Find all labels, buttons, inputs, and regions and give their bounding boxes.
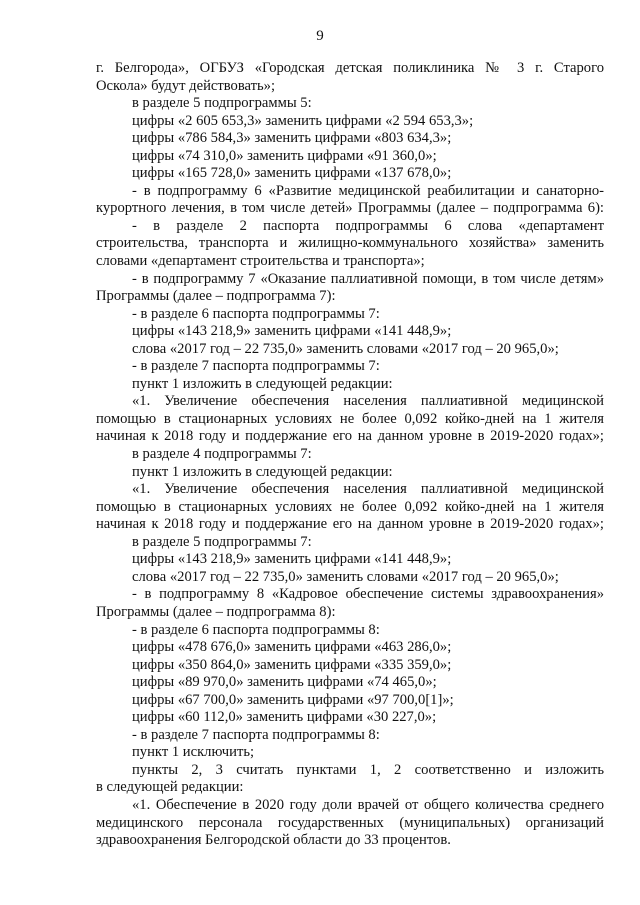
text-line: цифры «786 584,3» заменить цифрами «803 634,3»; <box>132 130 452 147</box>
page-number: 9 <box>316 28 324 44</box>
text-line: цифры «89 970,0» заменить цифрами «74 465,0»; <box>132 674 437 691</box>
text-line: - в разделе 6 паспорта подпрограммы 7: <box>132 305 380 322</box>
text-line: пункт 1 изложить в следующей редакции: <box>132 375 393 392</box>
text-line: словами «департамент строительства и транспорта»; <box>96 253 425 270</box>
text-line: Оскола» будут действовать»; <box>96 77 276 94</box>
text-line: Программы (далее – подпрограмма 8): <box>96 603 336 620</box>
text-line: в разделе 5 подпрограммы 7: <box>132 533 312 550</box>
text-line: здравоохранения Белгородской области до 33 процентов. <box>96 832 451 849</box>
text-line: слова «2017 год – 22 735,0» заменить словами «2017 год – 20 965,0»; <box>132 340 559 357</box>
text-line: - в подпрограмму 6 «Развитие медицинской реабилитации и санаторно- <box>132 182 604 199</box>
text-line: Программы (далее – подпрограмма 7): <box>96 288 336 305</box>
text-line: начиная к 2018 году и поддержание его на данном уровне в 2019-2020 годах»; <box>96 516 604 533</box>
text-line: в следующей редакции: <box>96 779 244 796</box>
text-line: - в разделе 2 паспорта подпрограммы 6 слова «департамент <box>132 217 604 234</box>
text-line: цифры «60 112,0» заменить цифрами «30 227,0»; <box>132 709 437 726</box>
text-line: - в разделе 7 паспорта подпрограммы 7: <box>132 358 380 375</box>
text-line: медицинского персонала государственных (муниципальных) организаций <box>96 814 604 831</box>
text-line: - в разделе 7 паспорта подпрограммы 8: <box>132 726 380 743</box>
text-line: цифры «478 676,0» заменить цифрами «463 286,0»; <box>132 639 452 656</box>
text-line: цифры «74 310,0» заменить цифрами «91 360,0»; <box>132 147 437 164</box>
text-line: пункт 1 исключить; <box>132 744 255 761</box>
text-line: строительства, транспорта и жилищно-коммунального хозяйства» заменить <box>96 235 604 252</box>
text-line: курортного лечения, в том числе детей» Программы (далее – подпрограмма 6): <box>96 200 604 217</box>
text-line: «1. Увеличение обеспечения населения паллиативной медицинской <box>132 393 604 410</box>
text-line: цифры «143 218,9» заменить цифрами «141 448,9»; <box>132 323 452 340</box>
text-line: - в подпрограмму 7 «Оказание паллиативной помощи, в том числе детям» <box>132 270 604 287</box>
text-line: слова «2017 год – 22 735,0» заменить словами «2017 год – 20 965,0»; <box>132 568 559 585</box>
text-line: помощью в стационарных условиях не более 0,092 койко-дней на 1 жителя <box>96 498 604 515</box>
text-line: цифры «143 218,9» заменить цифрами «141 448,9»; <box>132 551 452 568</box>
text-line: в разделе 5 подпрограммы 5: <box>132 95 312 112</box>
text-line: цифры «2 605 653,3» заменить цифрами «2 594 653,3»; <box>132 112 474 129</box>
text-line: цифры «67 700,0» заменить цифрами «97 700,0[1]»; <box>132 691 454 708</box>
text-line: пункт 1 изложить в следующей редакции: <box>132 463 393 480</box>
document-body <box>96 60 604 850</box>
text-line: - в подпрограмму 8 «Кадровое обеспечение системы здравоохранения» <box>132 586 604 603</box>
text-line: - в разделе 6 паспорта подпрограммы 8: <box>132 621 380 638</box>
text-line: пункты 2, 3 считать пунктами 1, 2 соответственно и изложить <box>132 761 604 778</box>
text-line: начиная к 2018 году и поддержание его на данном уровне в 2019-2020 годах»; <box>96 428 604 445</box>
text-line: «1. Увеличение обеспечения населения паллиативной медицинской <box>132 481 604 498</box>
text-line: г. Белгорода», ОГБУЗ «Городская детская поликлиника № 3 г. Старого <box>96 60 604 76</box>
text-line: цифры «350 864,0» заменить цифрами «335 359,0»; <box>132 656 452 673</box>
text-line: помощью в стационарных условиях не более 0,092 койко-дней на 1 жителя <box>96 410 604 427</box>
text-line: в разделе 4 подпрограммы 7: <box>132 446 312 463</box>
text-line: «1. Обеспечение в 2020 году доли врачей от общего количества среднего <box>132 796 604 813</box>
text-line: цифры «165 728,0» заменить цифрами «137 678,0»; <box>132 165 452 182</box>
